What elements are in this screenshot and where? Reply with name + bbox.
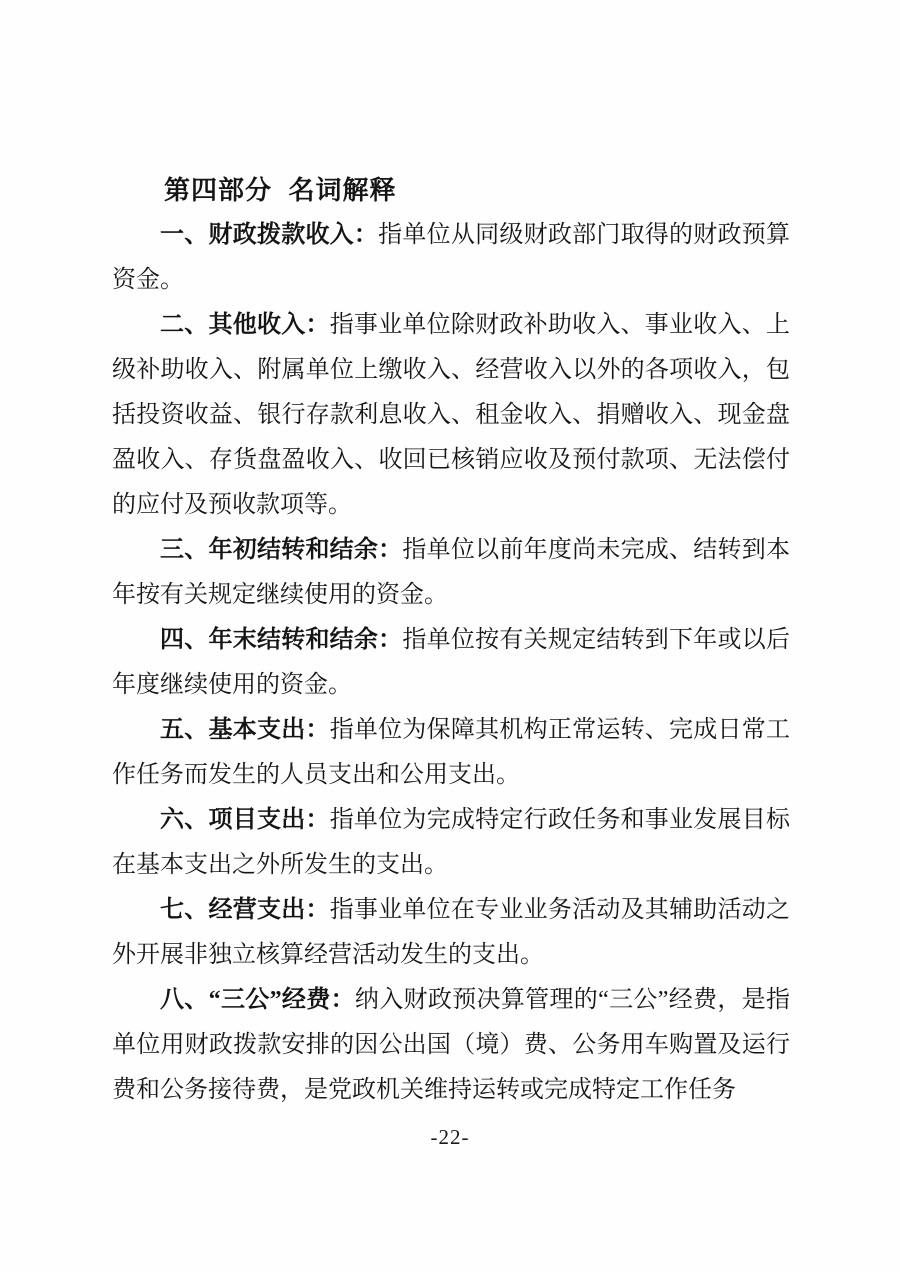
term-definition: 纳入财政预决算管理的“三公”经费，是指单位用财政拨款安排的因公出国（境）费、公务用车购置及运行费和公务接待费，是党政机关维持运转或完成特定工作任务 bbox=[112, 987, 791, 1103]
term-lead: 三、年初结转和结余： bbox=[160, 537, 403, 563]
page-number: -22- bbox=[430, 1125, 470, 1149]
term-definition: 指事业单位除财政补助收入、事业收入、上级补助收入、附属单位上缴收入、经营收入以外的各项收入，包括投资收益、银行存款利息收入、租金收入、捐赠收入、现金盘盈收入、存货盘盈收入、收回已核销应收及预付款项、无法偿付的应付及预收款项等。 bbox=[112, 312, 791, 518]
paragraph-term-6 bbox=[112, 798, 790, 888]
paragraph-term-4 bbox=[112, 618, 790, 708]
document-content bbox=[112, 168, 790, 1113]
paragraph-term-7 bbox=[112, 888, 790, 978]
paragraph-term-5 bbox=[112, 708, 790, 798]
term-definition: 指单位从同级财政部门取得的财政预算资金。 bbox=[112, 222, 791, 293]
term-lead: 一、财政拨款收入： bbox=[160, 222, 379, 248]
term-definition: 指单位以前年度尚未完成、结转到本年按有关规定继续使用的资金。 bbox=[112, 537, 791, 608]
term-lead: 七、经营支出： bbox=[160, 897, 330, 923]
paragraph-term-1 bbox=[112, 213, 790, 303]
term-lead: 六、项目支出： bbox=[160, 807, 330, 833]
term-definition: 指单位按有关规定结转到下年或以后年度继续使用的资金。 bbox=[112, 627, 791, 698]
term-lead: 四、年末结转和结余： bbox=[160, 627, 403, 653]
term-definition: 指单位为完成特定行政任务和事业发展目标在基本支出之外所发生的支出。 bbox=[112, 807, 791, 878]
paragraph-term-3 bbox=[112, 528, 790, 618]
term-definition: 指单位为保障其机构正常运转、完成日常工作任务而发生的人员支出和公用支出。 bbox=[112, 717, 791, 788]
paragraph-term-8 bbox=[112, 978, 790, 1113]
term-definition: 指事业单位在专业业务活动及其辅助活动之外开展非独立核算经营活动发生的支出。 bbox=[112, 897, 791, 968]
term-lead: 二、其他收入： bbox=[160, 312, 330, 338]
paragraph-term-2 bbox=[112, 303, 790, 528]
term-lead: 八、“三公”经费： bbox=[160, 987, 355, 1013]
term-lead: 五、基本支出： bbox=[160, 717, 330, 743]
section-heading: 第四部分 名词解释 bbox=[164, 175, 397, 205]
